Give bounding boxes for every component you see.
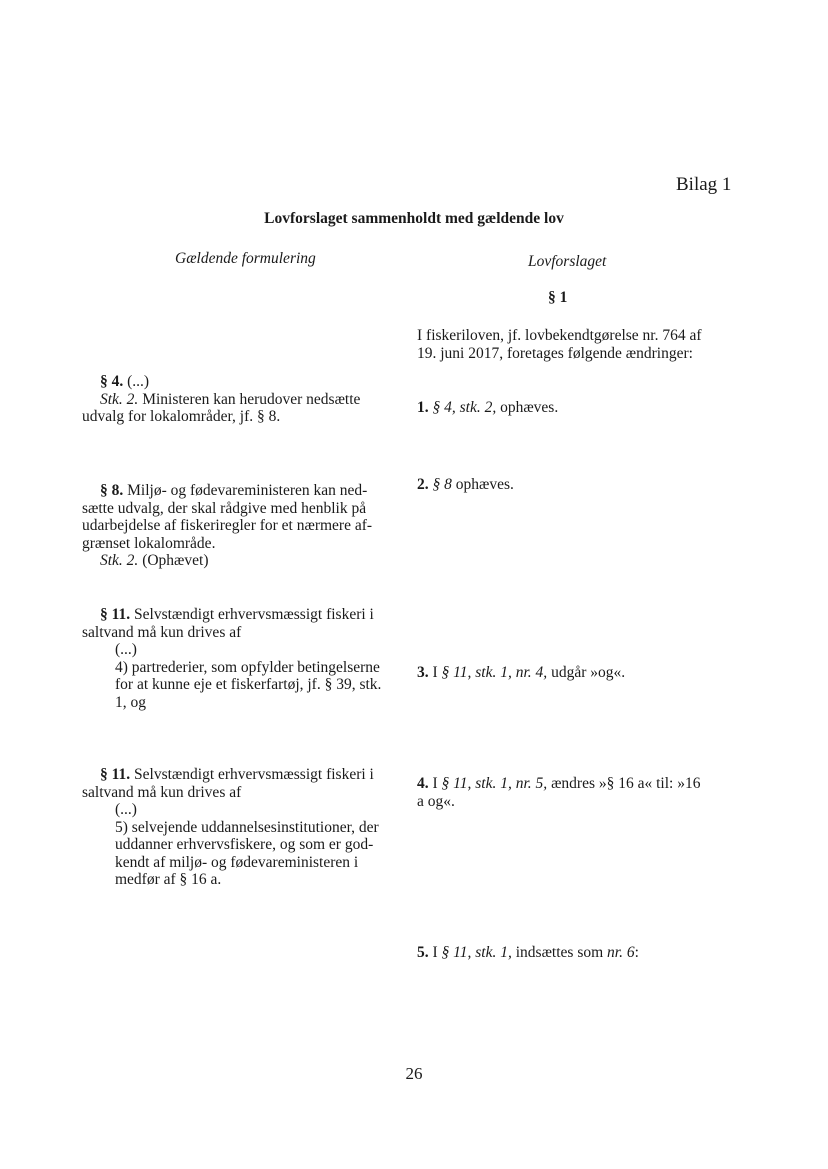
current-paragraph-11-nr4: § 11. Selvstændigt erhvervsmæssigt fiskeri i saltvand må kun drives af (...) 4) partrederier, som opfylder betingelserne for at kunne eje et fiskerfartøj, jf. § 39, stk. 1, og (82, 606, 382, 711)
amendment-2: 2. § 8 ophæves. (417, 476, 514, 493)
amendment-1: 1. § 4, stk. 2, ophæves. (417, 399, 559, 416)
amendment-3: 3. I § 11, stk. 1, nr. 4, udgår »og«. (417, 664, 626, 681)
page-number: 26 (405, 1064, 423, 1083)
left-column-heading: Gældende formulering (175, 250, 316, 267)
current-paragraph-11-nr5: § 11. Selvstændigt erhvervsmæssigt fiskeri i saltvand må kun drives af (...) 5) selvejende uddannelsesinstitutioner, der uddanner erhvervsfiskere, og som er god- kendt af miljø- og fødevareministeren i medfør af § 16 a. (82, 766, 379, 888)
right-column-heading: Lovforslaget (528, 253, 607, 270)
section-intro: I fiskeriloven, jf. lovbekendtgørelse nr. 764 af 19. juni 2017, foretages følgende ændringer: (417, 327, 702, 362)
current-paragraph-4: § 4. (...) Stk. 2. Ministeren kan herudover nedsætte udvalg for lokalområder, jf. § 8. (82, 373, 361, 425)
document-title: Lovforslaget sammenholdt med gældende lov (264, 210, 564, 227)
section-heading: § 1 (548, 289, 568, 306)
current-paragraph-8: § 8. Miljø- og fødevareministeren kan ned- sætte udvalg, der skal rådgive med henblik på udarbejdelse af fiskeriregler for et nærmere af- grænset lokalområde. Stk. 2. (Ophævet) (82, 482, 373, 569)
amendment-4: 4. I § 11, stk. 1, nr. 5, ændres »§ 16 a« til: »16 a og«. (417, 775, 701, 810)
annex-label: Bilag 1 (676, 174, 732, 195)
amendment-5: 5. I § 11, stk. 1, indsættes som nr. 6: (417, 944, 639, 961)
